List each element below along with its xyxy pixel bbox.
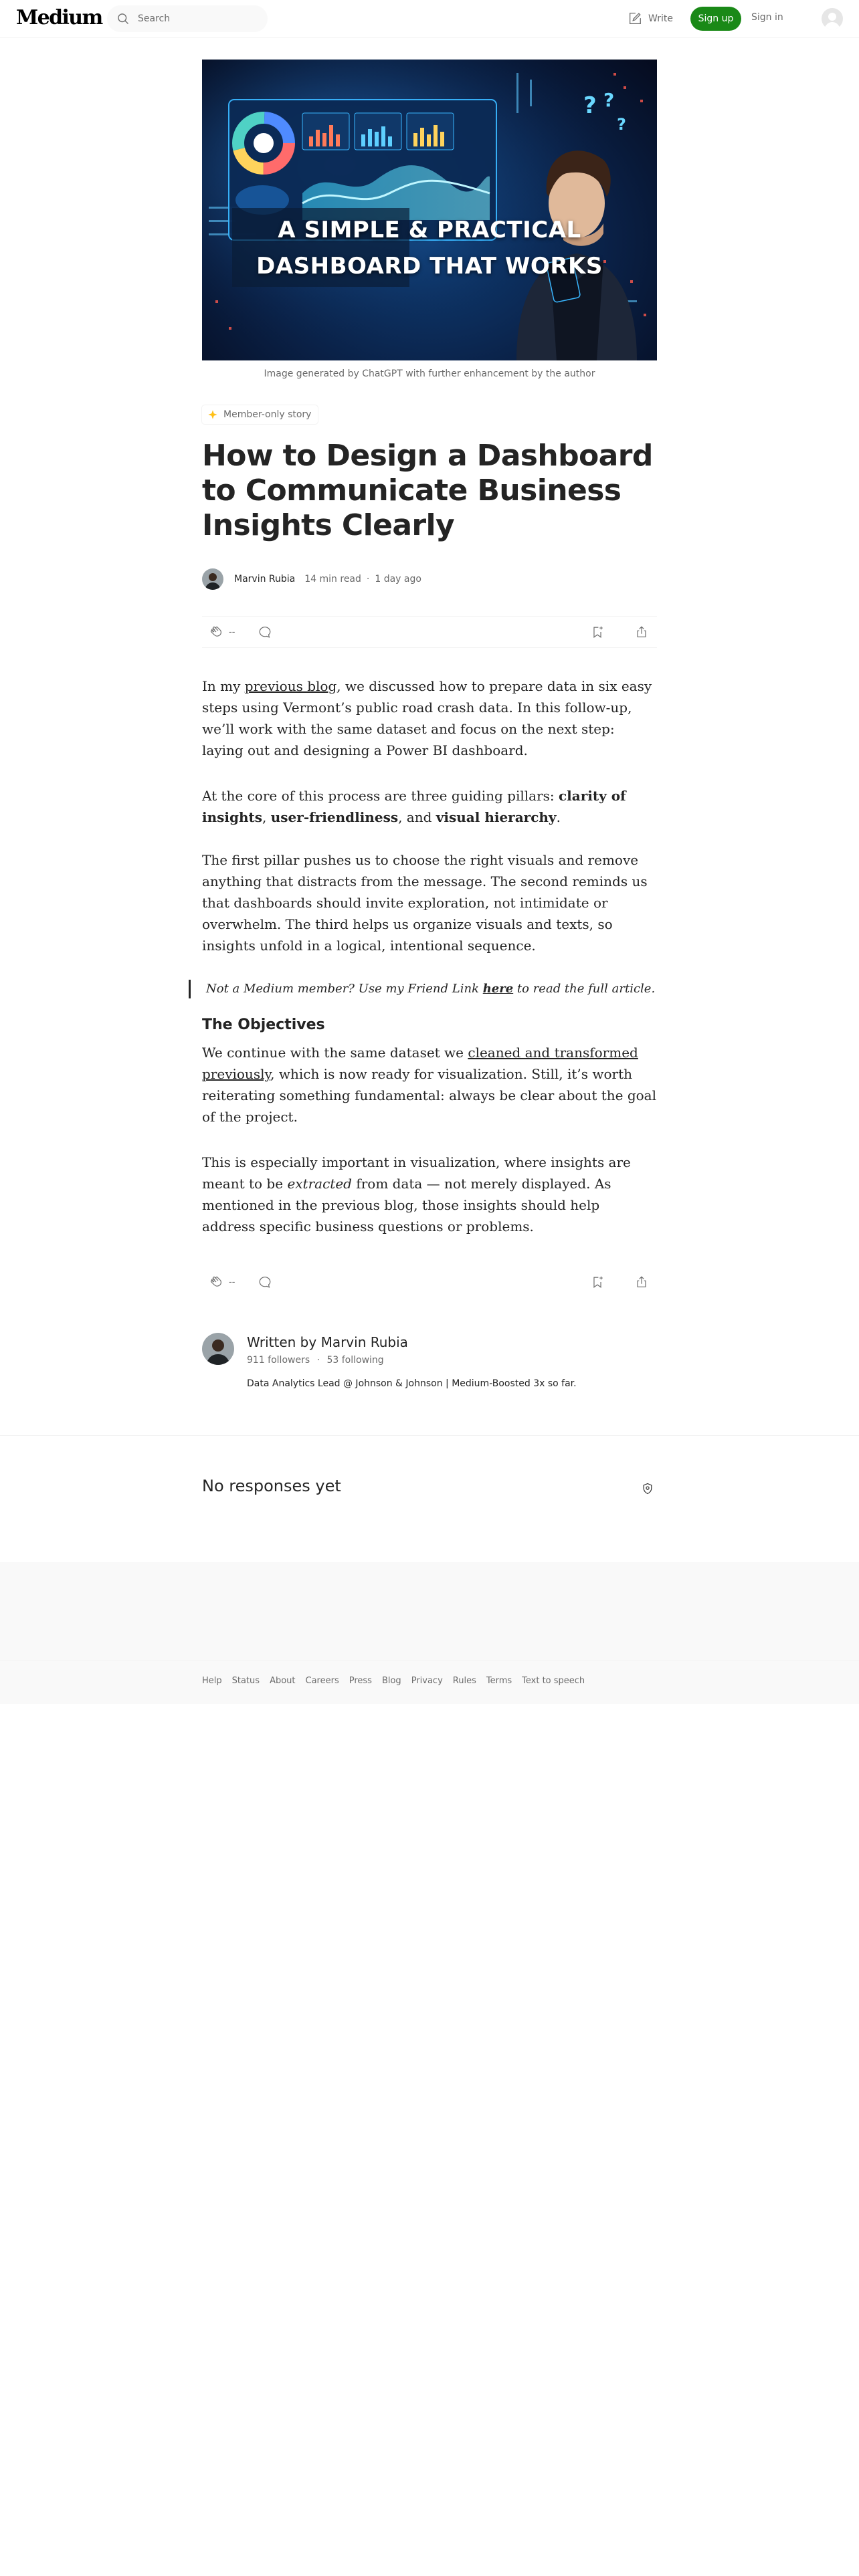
hero-illustration	[202, 60, 657, 360]
responses-heading: No responses yet	[202, 1477, 341, 1495]
footer-link-privacy[interactable]: Privacy	[411, 1676, 443, 1686]
sign-up-button[interactable]: Sign up	[690, 7, 741, 31]
share-button[interactable]	[634, 625, 649, 639]
medium-logo[interactable]: Medium	[16, 6, 102, 29]
paragraph-1: In my previous blog, we discussed how to prepare data in six easy steps using Vermont’s public road crash data. In this follow-up, we’ll work with the same dataset and focus on the next step: laying out and designing a Power BI dashboard.	[202, 678, 652, 758]
clap-button[interactable]	[209, 624, 235, 640]
hero-image	[202, 60, 657, 360]
footer-link-rules[interactable]: Rules	[452, 1676, 476, 1686]
footer-link-help[interactable]: Help	[202, 1676, 222, 1686]
cleaned-transformed-link[interactable]: cleaned and transformed previously	[202, 1045, 638, 1082]
svg-text:?: ?	[603, 89, 615, 111]
paragraph-3: The first pillar pushes us to choose the right visuals and remove anything that distracts from the message. The second reminds us that dashboards should invite exploration, not intimidate or overwhelm. The third helps us organize visuals and texts, so insights unfold in a logical, intentional sequence.	[202, 852, 648, 954]
friend-link[interactable]: here	[482, 982, 514, 996]
hero-headline-line1: A SIMPLE & PRACTICAL	[278, 217, 581, 243]
shield-icon[interactable]	[641, 1482, 654, 1498]
footer-links	[202, 1676, 585, 1686]
member-badge-label: Member-only story	[223, 409, 312, 420]
sign-in-link[interactable]: Sign in	[751, 12, 783, 23]
paragraph-5: This is especially important in visualization, where insights are meant to be extracted from data — not merely displayed. As mentioned in the previous blog, those insights should help address specific business questions or problems.	[202, 1154, 631, 1235]
member-only-badge	[202, 405, 318, 424]
author-stats	[247, 1355, 384, 1366]
footer	[0, 1660, 859, 1704]
stats-separator: ·	[316, 1355, 320, 1366]
publish-date: 1 day ago	[375, 574, 421, 584]
user-avatar-icon[interactable]	[822, 8, 843, 29]
friend-link-quote: Not a Medium member? Use my Friend Link here to read the full article.	[189, 980, 657, 998]
write-label: Write	[648, 13, 673, 24]
author-name[interactable]: Marvin Rubia	[234, 574, 296, 584]
article-title: How to Design a Dashboard to Communicate Business Insights Clearly	[202, 439, 653, 542]
star-icon	[207, 409, 218, 420]
save-button-bottom[interactable]	[590, 1275, 605, 1289]
write-button[interactable]	[628, 9, 673, 28]
clap-count-bottom: --	[229, 1277, 235, 1287]
following-count[interactable]: 53 following	[326, 1355, 384, 1366]
image-caption: Image generated by ChatGPT with further enhancement by the author	[264, 368, 595, 379]
section-divider	[0, 1435, 859, 1436]
share-icon	[634, 625, 649, 639]
read-time: 14 min read	[304, 574, 361, 584]
responses-button[interactable]	[258, 625, 272, 639]
hero-headline	[202, 212, 657, 284]
search-input[interactable]	[138, 5, 258, 32]
footer-link-terms[interactable]: Terms	[486, 1676, 512, 1686]
search-box[interactable]	[107, 5, 268, 32]
comment-icon	[258, 625, 272, 639]
footer-link-text-to-speech[interactable]: Text to speech	[522, 1676, 585, 1686]
author-bio: Data Analytics Lead @ Johnson & Johnson | Medium-Boosted 3x so far.	[247, 1378, 577, 1389]
clap-button-bottom[interactable]	[209, 1274, 235, 1290]
paragraph-4: We continue with the same dataset we cleaned and transformed previously, which is now ready for visualization. Still, it’s worth reiterating something fundamental: always be clear about the goal of the project.	[202, 1045, 656, 1125]
bottom-action-bar	[202, 1266, 657, 1298]
clap-count: --	[229, 627, 235, 637]
footer-link-press[interactable]: Press	[349, 1676, 372, 1686]
hero-headline-line2: DASHBOARD THAT WORKS	[256, 253, 603, 280]
footer-link-status[interactable]: Status	[231, 1676, 260, 1686]
svg-text:?: ?	[583, 92, 597, 119]
byline-separator: ·	[366, 574, 370, 584]
share-icon	[634, 1275, 649, 1289]
footer-link-about[interactable]: About	[270, 1676, 296, 1686]
top-navbar	[0, 0, 859, 38]
article-action-bar	[202, 616, 657, 648]
clap-icon	[209, 1274, 225, 1290]
bookmark-add-icon	[590, 625, 605, 639]
followers-count[interactable]: 911 followers	[247, 1355, 310, 1366]
author-card-avatar[interactable]	[202, 1333, 234, 1365]
section-heading: The Objectives	[202, 1016, 325, 1033]
byline	[202, 568, 421, 591]
bookmark-add-icon	[590, 1275, 605, 1289]
clap-icon	[209, 624, 225, 640]
search-icon	[116, 12, 130, 25]
footer-link-careers[interactable]: Careers	[305, 1676, 339, 1686]
paragraph-2: At the core of this process are three guiding pillars: clarity of insights, user-friendliness, and visual hierarchy.	[202, 788, 626, 825]
previous-blog-link[interactable]: previous blog	[244, 678, 337, 694]
written-by[interactable]: Written by Marvin Rubia	[247, 1334, 408, 1350]
footer-link-blog[interactable]: Blog	[381, 1676, 401, 1686]
save-button[interactable]	[590, 625, 605, 639]
author-avatar[interactable]	[202, 568, 223, 590]
comment-icon	[258, 1275, 272, 1289]
responses-button-bottom[interactable]	[258, 1275, 272, 1289]
share-button-bottom[interactable]	[634, 1275, 649, 1289]
svg-text:?: ?	[617, 115, 626, 134]
write-icon	[628, 11, 642, 26]
